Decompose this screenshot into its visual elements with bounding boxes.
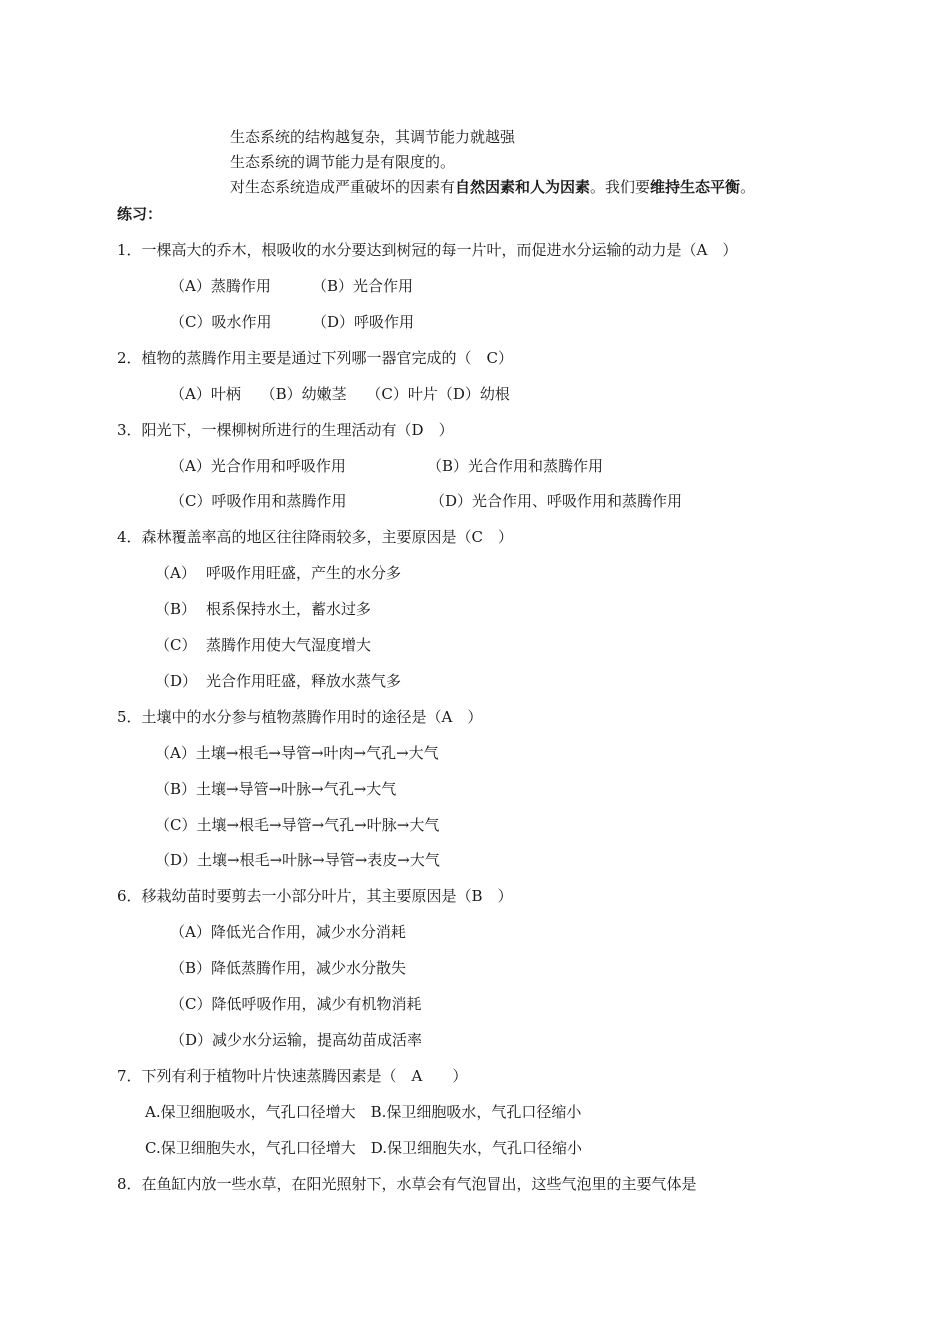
maintain-balance: 维持生态平衡 [650, 178, 741, 196]
exercise-heading: 练习： [117, 205, 163, 223]
q1-option-d: （D）呼吸作用 [312, 313, 415, 331]
question-6-stem: 6．移栽幼苗时要剪去一小部分叶片，其主要原因是（B ） [117, 887, 513, 905]
q4-option-c-label: （C） [155, 636, 197, 654]
question-7-stem: 7．下列有利于植物叶片快速蒸腾因素是（ A ） [117, 1067, 468, 1085]
q3-option-b: （B）光合作用和蒸腾作用 [427, 457, 604, 475]
q6-option-d: （D）减少水分运输，提高幼苗成活率 [170, 1031, 423, 1049]
q5-option-a: （A）土壤→根毛→导管→叶肉→气孔→大气 [155, 744, 439, 762]
question-3-stem: 3．阳光下，一棵柳树所进行的生理活动有（D ） [117, 421, 454, 439]
q1-option-b: （B）光合作用 [312, 277, 414, 295]
q4-option-b: 根系保持水土，蓄水过多 [206, 600, 372, 618]
q1-option-c: （C）吸水作用 [170, 313, 272, 331]
q4-option-a: 呼吸作用旺盛，产生的水分多 [206, 564, 402, 582]
q2-options: （A）叶柄 （B）幼嫩茎 （C）叶片（D）幼根 [170, 385, 510, 403]
q3-option-c: （C）呼吸作用和蒸腾作用 [170, 492, 347, 510]
q7-options-ab: A.保卫细胞吸水，气孔口径增大 B.保卫细胞吸水，气孔口径缩小 [145, 1103, 582, 1121]
q3-option-d: （D）光合作用、呼吸作用和蒸腾作用 [430, 492, 683, 510]
intro-line-3 [230, 177, 755, 197]
q4-option-c: 蒸腾作用使大气湿度增大 [206, 636, 372, 654]
q5-option-d: （D）土壤→根毛→叶脉→导管→表皮→大气 [155, 851, 440, 869]
intro-line-3-mid: 。我们要 [590, 178, 651, 196]
q4-option-b-label: （B） [155, 600, 197, 618]
q6-option-b: （B）降低蒸腾作用，减少水分散失 [170, 959, 407, 977]
question-1-stem: 1．一棵高大的乔木，根吸收的水分要达到树冠的每一片叶，而促进水分运输的动力是（A ） [117, 241, 738, 259]
question-5-stem: 5．土壤中的水分参与植物蒸腾作用时的途径是（A ） [117, 708, 483, 726]
q7-options-cd: C.保卫细胞失水，气孔口径增大 D.保卫细胞失水，气孔口径缩小 [145, 1139, 582, 1157]
q4-option-d-label: （D） [155, 672, 198, 690]
question-8-stem: 8．在鱼缸内放一些水草，在阳光照射下，水草会有气泡冒出，这些气泡里的主要气体是 [117, 1175, 697, 1193]
q6-option-c: （C）降低呼吸作用，减少有机物消耗 [170, 995, 422, 1013]
q3-option-a: （A）光合作用和呼吸作用 [170, 457, 346, 475]
q5-option-b: （B）土壤→导管→叶脉→气孔→大气 [155, 780, 397, 798]
q4-option-a-label: （A） [155, 564, 196, 582]
question-2-stem: 2．植物的蒸腾作用主要是通过下列哪一器官完成的（ C） [117, 349, 514, 367]
question-4-stem: 4．森林覆盖率高的地区往往降雨较多，主要原因是（C ） [117, 528, 514, 546]
intro-line-3-end: 。 [740, 178, 756, 196]
natural-human-factors: 自然因素和人为因素 [455, 178, 591, 196]
intro-line-2: 生态系统的调节能力是有限度的。 [230, 153, 456, 171]
intro-line-3-pre: 对生态系统造成严重破坏的因素有 [230, 178, 456, 196]
q1-option-a: （A）蒸腾作用 [170, 277, 271, 295]
q6-option-a: （A）降低光合作用，减少水分消耗 [170, 923, 406, 941]
intro-line-1: 生态系统的结构越复杂，其调节能力就越强 [230, 128, 516, 146]
q5-option-c: （C）土壤→根毛→导管→气孔→叶脉→大气 [155, 816, 440, 834]
q4-option-d: 光合作用旺盛，释放水蒸气多 [206, 672, 402, 690]
